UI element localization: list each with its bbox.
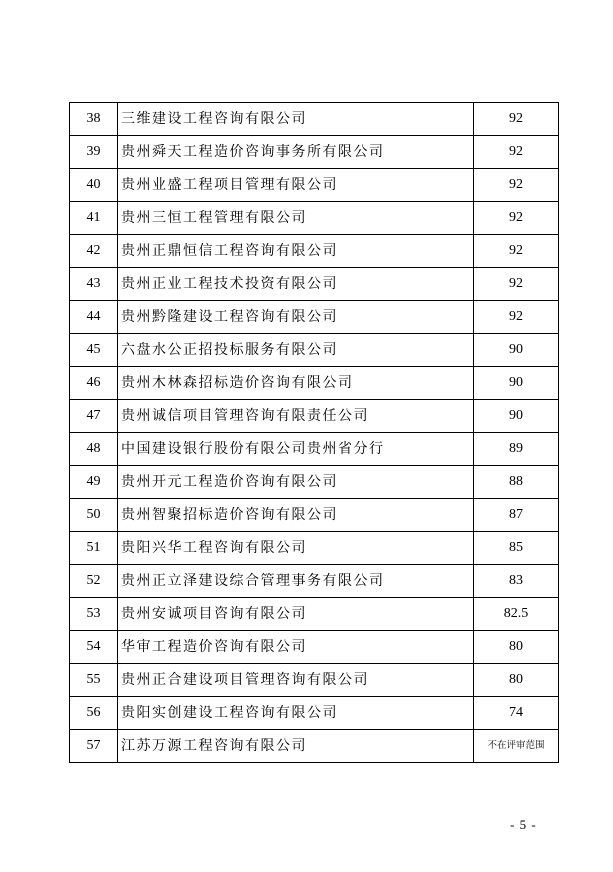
table-row [70,334,559,367]
ranking-table-body [70,103,559,763]
row-number: 38 [70,103,118,136]
table-row [70,400,559,433]
row-number: 42 [70,235,118,268]
table-row [70,664,559,697]
score: 92 [474,136,559,169]
score: 92 [474,103,559,136]
score: 83 [474,565,559,598]
company-name: 中国建设银行股份有限公司贵州省分行 [118,433,474,466]
company-name: 贵州诚信项目管理咨询有限责任公司 [118,400,474,433]
table-row [70,235,559,268]
score: 89 [474,433,559,466]
company-name: 六盘水公正招投标服务有限公司 [118,334,474,367]
table-row [70,631,559,664]
company-name: 贵州舜天工程造价咨询事务所有限公司 [118,136,474,169]
table-row [70,598,559,631]
company-name: 贵州安诚项目咨询有限公司 [118,598,474,631]
row-number: 56 [70,697,118,730]
row-number: 39 [70,136,118,169]
score: 74 [474,697,559,730]
page-number: - 5 - [510,817,537,832]
table-row [70,103,559,136]
row-number: 52 [70,565,118,598]
score: 92 [474,235,559,268]
company-name: 江苏万源工程咨询有限公司 [118,730,474,763]
score: 80 [474,631,559,664]
row-number: 46 [70,367,118,400]
company-name: 贵阳兴华工程咨询有限公司 [118,532,474,565]
row-number: 41 [70,202,118,235]
company-name: 贵州正合建设项目管理咨询有限公司 [118,664,474,697]
score: 92 [474,268,559,301]
row-number: 53 [70,598,118,631]
row-number: 54 [70,631,118,664]
table-row [70,730,559,763]
score: 90 [474,334,559,367]
row-number: 51 [70,532,118,565]
company-name: 贵州开元工程造价咨询有限公司 [118,466,474,499]
company-name: 贵阳实创建设工程咨询有限公司 [118,697,474,730]
table-row [70,466,559,499]
score: 90 [474,367,559,400]
table-row [70,499,559,532]
table-row [70,202,559,235]
table-row [70,301,559,334]
score: 92 [474,301,559,334]
score: 90 [474,400,559,433]
score: 92 [474,169,559,202]
score: 82.5 [474,598,559,631]
row-number: 43 [70,268,118,301]
company-name: 三维建设工程咨询有限公司 [118,103,474,136]
company-name: 贵州正立泽建设综合管理事务有限公司 [118,565,474,598]
company-name: 贵州正鼎恒信工程咨询有限公司 [118,235,474,268]
company-name: 贵州业盛工程项目管理有限公司 [118,169,474,202]
company-name: 贵州木林森招标造价咨询有限公司 [118,367,474,400]
score: 87 [474,499,559,532]
company-name: 贵州正业工程技术投资有限公司 [118,268,474,301]
table-row [70,433,559,466]
ranking-table [69,102,559,763]
company-name: 贵州智聚招标造价咨询有限公司 [118,499,474,532]
score: 92 [474,202,559,235]
row-number: 55 [70,664,118,697]
table-row [70,169,559,202]
score: 88 [474,466,559,499]
table-row [70,565,559,598]
table-row [70,697,559,730]
company-name: 贵州三恒工程管理有限公司 [118,202,474,235]
score: 85 [474,532,559,565]
row-number: 47 [70,400,118,433]
score: 不在评审范围 [474,730,559,763]
score: 80 [474,664,559,697]
table-row [70,532,559,565]
table-row [70,268,559,301]
row-number: 49 [70,466,118,499]
row-number: 50 [70,499,118,532]
row-number: 48 [70,433,118,466]
row-number: 57 [70,730,118,763]
company-name: 华审工程造价咨询有限公司 [118,631,474,664]
row-number: 40 [70,169,118,202]
table-row [70,136,559,169]
company-name: 贵州黔隆建设工程咨询有限公司 [118,301,474,334]
table-row [70,367,559,400]
row-number: 44 [70,301,118,334]
row-number: 45 [70,334,118,367]
